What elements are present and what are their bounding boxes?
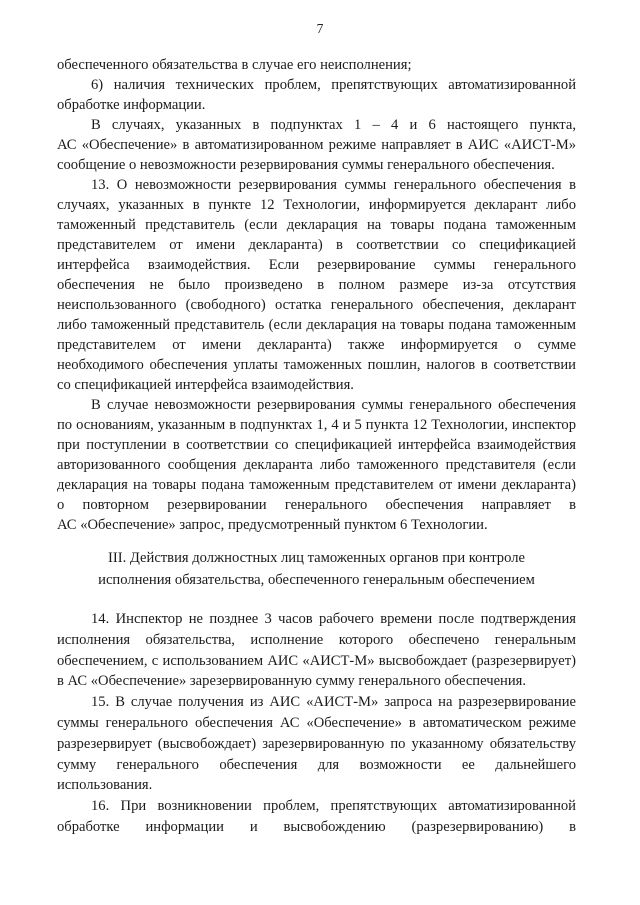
text-line: о повторном резервировании генерального обеспечения направляет в: [57, 497, 576, 513]
text-line: обработке информации и высвобождению (разрезервированию) в: [57, 818, 576, 835]
text-line: сумму генерального обеспечения для возможности ее дальнейшего: [57, 756, 576, 773]
text-line: обеспечения не было произведено в полном размере из-за отсутствия: [57, 277, 576, 293]
text-line: сообщение о невозможности резервирования суммы генерального обеспечения.: [57, 157, 555, 173]
text-line: представителем от имени декларанта) также информируется о сумме: [57, 337, 576, 353]
text-line: исполнения обязательства, обеспеченного генеральным обеспечением: [98, 572, 535, 588]
text-line: таможенный представитель (если декларация на товары подана таможенным: [57, 217, 576, 233]
page-number: 7: [316, 21, 324, 36]
text-line: при поступлении в соответствии со спецификацией интерфейса взаимодействия: [57, 437, 576, 453]
text-line: либо таможенный представитель (если декларация на товары подана таможенным: [57, 317, 576, 333]
text-line: 14. Инспектор не позднее 3 часов рабочего времени после подтверждения: [91, 611, 576, 627]
text-line: 6) наличия технических проблем, препятствующих автоматизированной: [91, 77, 576, 93]
text-line: неиспользованного (свободного) остатка генерального обеспечения, декларант: [57, 297, 576, 313]
text-line: представителем от имени декларанта) в соответствии со спецификацией: [57, 237, 576, 253]
text-line: обработке информации.: [57, 97, 206, 113]
text-line: АС «Обеспечение» запрос, предусмотренный пунктом 6 Технологии.: [57, 517, 488, 533]
text-line: исполнения обязательства, исполнение которого обеспечено генеральным: [57, 631, 576, 648]
text-line: интерфейса взаимодействия. Если резервирование суммы генерального: [57, 257, 576, 273]
text-line: АС «Обеспечение» в автоматизированном режиме направляет в АИС «АИСТ-М»: [57, 137, 576, 153]
text-line: со спецификацией интерфейса взаимодействия.: [57, 377, 354, 393]
text-line: 15. В случае получения из АИС «АИСТ-М» запроса на разрезервирование: [91, 694, 576, 711]
text-line: 16. При возникновении проблем, препятствующих автоматизированной: [91, 798, 576, 815]
body-text-top: [57, 55, 576, 535]
body-text-bottom: [57, 609, 576, 838]
text-line: В случаях, указанных в подпунктах 1 – 4 и 6 настоящего пункта,: [91, 117, 576, 133]
text-line: обеспечением, с использованием АИС «АИСТ-М» высвобождает (разрезервирует): [57, 652, 576, 669]
text-line: декларация на товары подана таможенным представителем от имени декларанта): [57, 477, 576, 493]
text-line: суммы генерального обеспечения АС «Обеспечение» в автоматическом режиме: [57, 714, 576, 731]
text-line: обеспеченного обязательства в случае его неисполнения;: [57, 57, 412, 73]
text-line: использования.: [57, 777, 153, 794]
section-heading: [57, 547, 576, 591]
text-line: разрезервирует (высвобождает) зарезервированную по указанному обязательству: [57, 735, 576, 752]
text-line: В случае невозможности резервирования суммы генерального обеспечения: [91, 397, 576, 413]
text-line: авторизованного сообщения декларанта либо таможенного представителя (если: [57, 457, 576, 473]
text-line: в АС «Обеспечение» зарезервированную сумму генерального обеспечения.: [57, 673, 527, 690]
text-line: 13. О невозможности резервирования суммы генерального обеспечения в: [91, 177, 576, 193]
text-line: случаях, указанных в пункте 12 Технологии, информируется декларант либо: [57, 197, 576, 213]
text-line: III. Действия должностных лиц таможенных органов при контроле: [108, 550, 525, 566]
text-line: по основаниям, указанным в подпунктах 1, 4 и 5 пункта 12 Технологии, инспектор: [57, 417, 576, 433]
text-line: необходимого обеспечения уплаты таможенных пошлин, налогов в соответствии: [57, 357, 576, 373]
